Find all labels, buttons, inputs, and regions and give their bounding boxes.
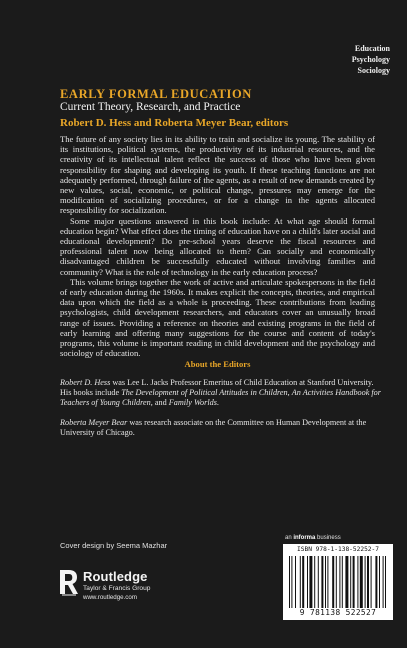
barcode-digits: 9 781138 522527	[299, 608, 377, 617]
barcode-stripe	[367, 556, 369, 608]
isbn-label: ISBN 978-1-138-52252-7	[297, 546, 379, 553]
barcode-stripe	[309, 556, 312, 608]
blurb	[60, 134, 375, 358]
subject-categories	[352, 43, 390, 76]
book-subtitle: Current Theory, Research, and Practice	[60, 101, 241, 113]
book-title: EARLY FORMAL EDUCATION	[60, 87, 252, 101]
book-editors: Robert D. Hess and Roberta Meyer Bear, editors	[60, 117, 289, 129]
editor-name: Roberta Meyer Bear	[60, 418, 128, 427]
barcode-stripe	[339, 556, 340, 608]
tagline-brand: informa	[293, 535, 316, 541]
barcode-stripe	[360, 556, 363, 608]
publisher-name: Routledge	[83, 569, 148, 584]
publisher-url: www.routledge.com	[83, 594, 137, 601]
barcode-stripe	[295, 556, 296, 608]
barcode-stripe	[289, 556, 290, 608]
barcode-stripe	[353, 556, 355, 608]
barcode-stripe	[291, 556, 292, 608]
separator: ,	[287, 388, 292, 398]
barcode-stripe	[342, 556, 343, 608]
blurb-paragraph-3: This volume brings together the work of active and articulate spokespersons in the field of early education during the 1960s. It makes explicit the concepts, theories, and empirical data upon which the field as a whole is proceeding. These contributions from leading psychologists, child development researchers, and educators cover an unusually broad range of issues. Providing a reference on theories and existing programs in the field of early learning and offering many suggestions for the course and content of today's programs, this volume is important reading in child development and the psychology and sociology of education.	[60, 276, 375, 359]
barcode-stripe	[357, 556, 358, 608]
about-editors-heading: About the Editors	[184, 359, 251, 369]
barcode-stripe	[385, 556, 386, 608]
category-psychology: Psychology	[351, 55, 390, 64]
bio-text: was research associate on the Committee on Human Development at the University of Chicago.	[60, 418, 367, 438]
category-sociology: Sociology	[357, 66, 390, 75]
barcode-stripe	[325, 556, 326, 608]
barcode-stripe	[375, 556, 377, 608]
barcode-stripe	[379, 556, 380, 608]
barcode-stripe	[327, 556, 328, 608]
separator: , and	[150, 398, 169, 408]
editor-name: Robert D. Hess	[60, 378, 111, 387]
barcode-stripe	[371, 556, 372, 608]
tagline-prefix: an	[285, 535, 294, 541]
blurb-paragraph-1: The future of any society lies in its ability to train and socialize its young. The stability of its institutions, political systems, the productivity of its industrial resources, and the creativity of its intellectual talent reflect the success of those who have been given responsibility for shaping and developing its youth. If these teaching functions are not adequately performed, through failure of the agents, as a result of new demands created by new values, social, economic, or political change, pressures may emerge for the modification of socializing procedures, or for a change in the agents allocated responsibility for socialization.	[60, 134, 375, 216]
tagline-suffix: business	[315, 535, 341, 541]
routledge-mark-icon	[57, 568, 79, 596]
editor-bio-bear	[60, 418, 385, 438]
barcode-stripe	[383, 556, 384, 608]
barcode-stripe	[332, 556, 334, 608]
routledge-logo	[57, 568, 187, 604]
barcode-stripe	[314, 556, 315, 608]
barcode-stripe	[302, 556, 304, 608]
barcode-stripe	[336, 556, 337, 608]
informa-tagline	[285, 535, 341, 541]
barcode-stripe	[350, 556, 351, 608]
book-reference: Family Worlds	[168, 398, 217, 408]
barcode-stripe	[321, 556, 323, 608]
barcode-stripe	[345, 556, 348, 608]
blurb-paragraph-2: Some major questions answered in this book include: At what age should formal education begin? What effect does the timing of education have on a child's later social and educational development? Do pre-school years deserve the fiscal resources and professional talent now being allocated to them? Can socially and economically disadvantaged children be successfully educated without involving families and community? What is the role of technology in the early education process?	[60, 215, 375, 277]
editor-bio-hess	[60, 378, 385, 409]
barcode-stripe	[318, 556, 319, 608]
bio-text: was Lee L. Jacks Professor Emeritus of Child Education at Stanford University. His books include	[60, 378, 374, 398]
bio-end: .	[216, 398, 219, 408]
category-education: Education	[354, 44, 390, 53]
barcode-stripe	[365, 556, 366, 608]
barcode-stripe	[307, 556, 308, 608]
book-reference: The Development of Political Attitudes in Children	[121, 388, 288, 398]
barcode-bars	[289, 556, 387, 608]
publisher-group: Taylor & Francis Group	[83, 585, 151, 592]
book-reference: An Activities Handbook for Teachers of Young Children	[60, 388, 381, 408]
barcode-stripe	[300, 556, 301, 608]
barcode	[283, 544, 393, 620]
cover-design-credit: Cover design by Seema Mazhar	[60, 541, 168, 550]
